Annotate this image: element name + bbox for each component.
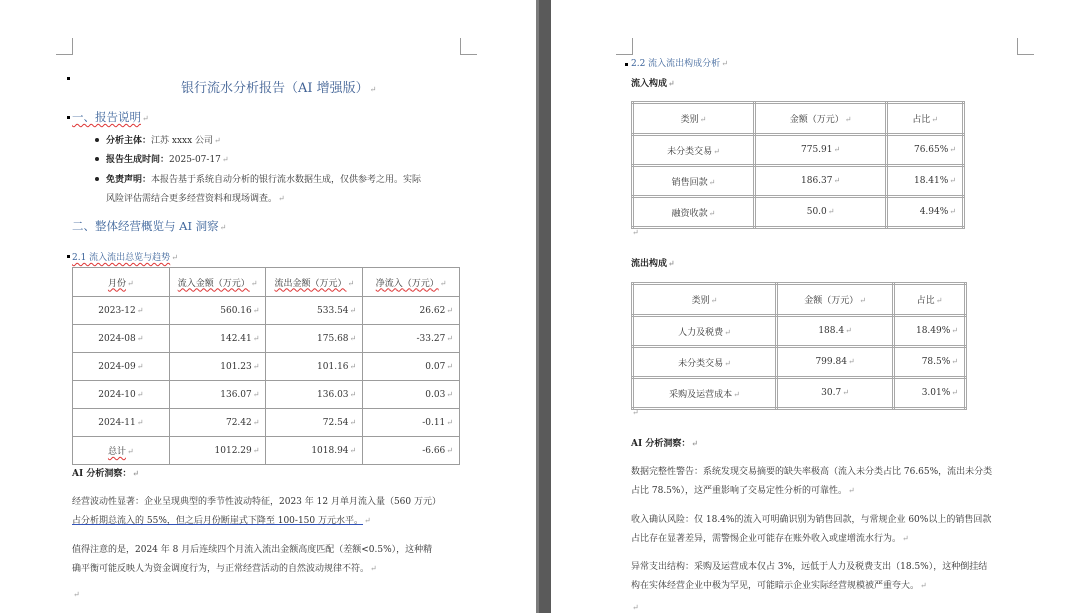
subsection-2-1-heading[interactable]: 2.1 流入流出总览与趋势↵ (72, 253, 178, 263)
table-cell: 560.16↵ (169, 297, 266, 325)
table-cell: 72.54↵ (266, 409, 363, 437)
table-cell: 未分类交易↵ (633, 347, 777, 378)
table-cell: 78.5%↵ (894, 347, 966, 378)
table-cell: 总计↵ (73, 437, 170, 465)
insight-paragraph-expense-cont[interactable]: 构在实体经营企业中极为罕见，可能暗示企业实际经营规模被严重夸大。↵ (631, 581, 927, 591)
table-row (73, 381, 460, 409)
table-cell: 融资收款↵ (633, 197, 755, 228)
table-cell: 0.03↵ (363, 381, 460, 409)
insight-paragraph-expense[interactable]: 异常支出结构：采购及运营成本仅占 3%，远低于人力及税费支出（18.5%），这种倒挂结 (631, 562, 988, 572)
table-cell: 销售回款↵ (633, 166, 755, 197)
margin-corner-mark (460, 38, 477, 55)
empty-paragraph: ↵ (632, 603, 639, 612)
inflow-label[interactable]: 流入构成↵ (631, 78, 675, 89)
table-row (633, 378, 966, 409)
table-cell: 30.7↵ (777, 378, 894, 409)
list-bullet (95, 177, 99, 181)
insight-paragraph-2-cont[interactable]: 确平衡可能反映人为资金调度行为，与正常经营活动的自然波动规律不符。↵ (72, 564, 377, 574)
table-header-cell: 类别↵ (633, 284, 777, 316)
table-cell: -0.11↵ (363, 409, 460, 437)
table-row (73, 409, 460, 437)
table-cell: 775.91↵ (755, 135, 887, 166)
table-header-cell: 流出金额（万元）↵ (266, 268, 363, 297)
table-cell: 1018.94↵ (266, 437, 363, 465)
table-header-row (633, 284, 966, 316)
table-header-cell: 净流入（万元）↵ (363, 268, 460, 297)
table-cell: 0.07↵ (363, 353, 460, 381)
inflow-composition-table (631, 101, 965, 229)
table-header-cell: 占比↵ (887, 103, 964, 135)
insight-paragraph-integrity[interactable]: 数据完整性警告：系统发现交易摘要的缺失率极高（流入未分类占比 76.65%，流出未分类 (631, 467, 993, 477)
table-cell: 142.41↵ (169, 325, 266, 353)
table-cell: 26.62↵ (363, 297, 460, 325)
table-cell: 1012.29↵ (169, 437, 266, 465)
cashflow-summary-table (72, 267, 460, 465)
insight-paragraph-revenue-cont[interactable]: 占比存在显著差异，需警惕企业可能存在账外收入或虚增流水行为。↵ (631, 534, 909, 544)
paragraph-marker (67, 77, 70, 80)
table-cell: 未分类交易↵ (633, 135, 755, 166)
document-page-right (551, 0, 1080, 613)
margin-corner-mark (56, 38, 73, 55)
table-row (73, 325, 460, 353)
table-header-cell: 占比↵ (894, 284, 966, 316)
table-cell: 2024-09↵ (73, 353, 170, 381)
margin-corner-mark (1017, 38, 1034, 55)
table-cell: -33.27↵ (363, 325, 460, 353)
table-cell: 136.03↵ (266, 381, 363, 409)
list-item-disclaimer[interactable]: 免责声明：本报告基于系统自动分析的银行流水数据生成，仅供参考之用。实际 (106, 175, 422, 185)
insight-label[interactable]: AI 分析洞察：↵ (631, 438, 699, 449)
table-cell: 采购及运营成本↵ (633, 378, 777, 409)
table-cell: 101.16↵ (266, 353, 363, 381)
document-page-left (0, 0, 536, 613)
outflow-composition-table (631, 282, 967, 410)
list-item-disclaimer-cont[interactable]: 风险评估需结合更多经营资料和现场调查。↵ (106, 194, 285, 204)
section2-heading[interactable]: 二、整体经营概览与 AI 洞察↵ (72, 219, 227, 233)
page-gutter (536, 0, 551, 613)
table-cell: 186.37↵ (755, 166, 887, 197)
table-cell: -6.66↵ (363, 437, 460, 465)
table-header-cell: 金额（万元）↵ (755, 103, 887, 135)
insight-paragraph-revenue[interactable]: 收入确认风险：仅 18.4%的流入可明确识别为销售回款，与常规企业 60%以上的销售回款 (631, 515, 992, 525)
empty-paragraph: ↵ (73, 590, 80, 599)
table-cell: 2024-08↵ (73, 325, 170, 353)
insight-label[interactable]: AI 分析洞察：↵ (72, 468, 140, 479)
list-bullet (95, 138, 99, 142)
insight-paragraph-1[interactable]: 经营波动性显著：企业呈现典型的季节性波动特征，2023 年 12 月单月流入量（560 万元） (72, 497, 441, 507)
table-row (73, 353, 460, 381)
table-cell: 人力及税费↵ (633, 316, 777, 347)
empty-paragraph: ↵ (632, 228, 639, 237)
table-row (633, 197, 964, 228)
list-item-subject[interactable]: 分析主体：江苏 xxxx 公司↵ (106, 136, 221, 146)
table-cell: 72.42↵ (169, 409, 266, 437)
table-row (73, 297, 460, 325)
table-cell: 3.01%↵ (894, 378, 966, 409)
paragraph-marker (625, 63, 628, 66)
report-title[interactable]: 银行流水分析报告（AI 增强版）↵ (181, 81, 377, 96)
section1-heading[interactable]: 一、报告说明↵ (72, 110, 149, 124)
empty-paragraph: ↵ (632, 408, 639, 417)
table-cell: 18.49%↵ (894, 316, 966, 347)
table-header-row (73, 268, 460, 297)
table-row (633, 316, 966, 347)
table-cell: 2023-12↵ (73, 297, 170, 325)
table-header-cell: 流入金额（万元）↵ (169, 268, 266, 297)
table-cell: 4.94%↵ (887, 197, 964, 228)
table-cell: 188.4↵ (777, 316, 894, 347)
table-total-row (73, 437, 460, 465)
margin-corner-mark (616, 38, 633, 55)
table-cell: 175.68↵ (266, 325, 363, 353)
paragraph-marker (67, 116, 70, 119)
table-cell: 18.41%↵ (887, 166, 964, 197)
table-header-cell: 月份↵ (73, 268, 170, 297)
table-header-row (633, 103, 964, 135)
table-cell: 136.07↵ (169, 381, 266, 409)
table-header-cell: 金额（万元）↵ (777, 284, 894, 316)
list-item-date[interactable]: 报告生成时间：2025-07-17↵ (106, 155, 229, 165)
paragraph-marker (67, 255, 70, 258)
subsection-2-2-heading[interactable]: 2.2 流入流出构成分析↵ (631, 59, 728, 69)
table-cell: 76.65%↵ (887, 135, 964, 166)
table-cell: 799.84↵ (777, 347, 894, 378)
table-cell: 50.0↵ (755, 197, 887, 228)
table-header-cell: 类别↵ (633, 103, 755, 135)
outflow-label[interactable]: 流出构成↵ (631, 258, 675, 269)
list-bullet (95, 157, 99, 161)
table-row (633, 135, 964, 166)
table-row (633, 166, 964, 197)
table-row (633, 347, 966, 378)
table-cell: 2024-10↵ (73, 381, 170, 409)
table-cell: 2024-11↵ (73, 409, 170, 437)
insight-paragraph-2[interactable]: 值得注意的是，2024 年 8 月后连续四个月流入流出金额高度匹配（差额<0.5%），这种精 (72, 545, 433, 555)
insight-paragraph-1-cont[interactable]: 占分析期总流入的 55%，但之后月份断崖式下降至 100-150 万元水平。↵ (72, 516, 371, 526)
table-cell: 101.23↵ (169, 353, 266, 381)
insight-paragraph-integrity-cont[interactable]: 占比 78.5%），这严重影响了交易定性分析的可靠性。↵ (631, 486, 855, 496)
table-cell: 533.54↵ (266, 297, 363, 325)
